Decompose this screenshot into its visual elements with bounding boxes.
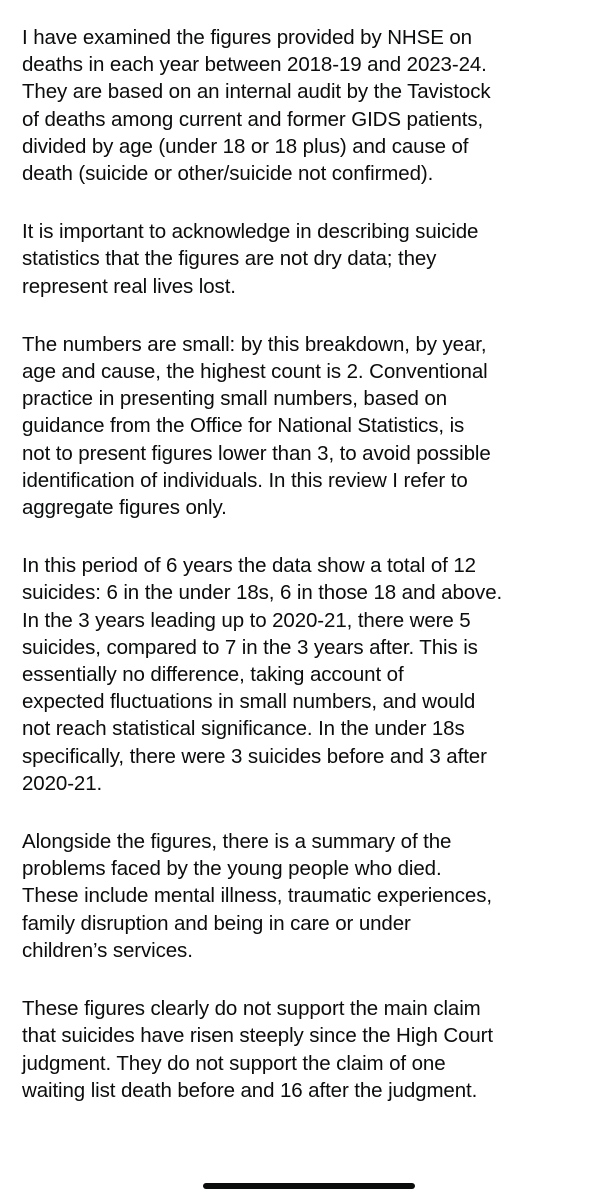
paragraph-conclusion: These figures clearly do not support the main claim that suicides have risen steeply since the High Court judgment. They do not support the claim of one waiting list death before and 16 after the judgment. bbox=[22, 997, 494, 1102]
paragraph-problems-summary: Alongside the figures, there is a summary of the problems faced by the young people who died. These include mental illness, traumatic experiences, family disruption and being in care or under children’s services. bbox=[22, 830, 492, 962]
paragraph-small-numbers: The numbers are small: by this breakdown, by year, age and cause, the highest count is 2. Conventional practice in presenting small numbers, based on guidance from the Office for National Statistics, is not to present figures lower than 3, to avoid possible identification of individuals. In this review I refer to aggregate figures only. bbox=[22, 332, 491, 520]
paragraph-acknowledge-lives: It is important to acknowledge in describing suicide statistics that the figures are not dry data; they represent real lives lost. bbox=[22, 220, 479, 298]
scrollbar-indicator bbox=[203, 1183, 415, 1189]
paragraph-six-year-totals: In this period of 6 years the data show a total of 12 suicides: 6 in the under 18s, 6 in those 18 and above. In the 3 years leading up to 2020-21, there were 5 suicides, compared to 7 in the 3 years after. This is essentially no difference, taking account of expected fluctuations in small numbers, and would not reach statistical significance. In the under 18s specifically, there were 3 suicides before and 3 after 2020-21. bbox=[22, 554, 503, 795]
document-body bbox=[22, 24, 594, 1135]
paragraph-figures-examined: I have examined the figures provided by NHSE on deaths in each year between 2018-19 and 2023-24. They are based on an internal audit by the Tavistock of deaths among current and former GIDS patients, divided by age (under 18 or 18 plus) and cause of death (suicide or other/suicide not confirmed). bbox=[22, 26, 491, 186]
